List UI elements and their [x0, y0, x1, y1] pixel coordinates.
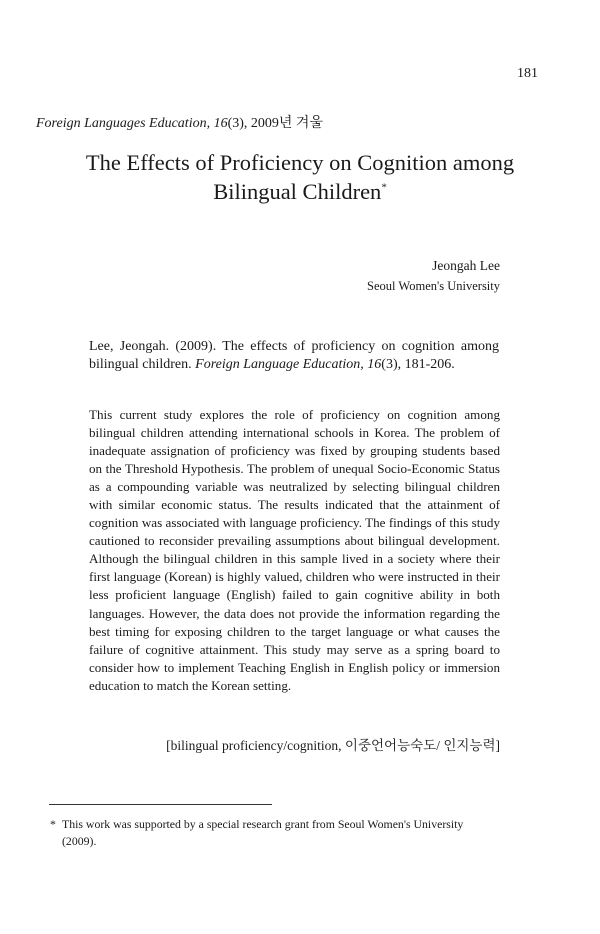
page-number: 181 — [517, 66, 538, 81]
title-line-1: The Effects of Proficiency on Cognition among — [85, 150, 515, 175]
footnote-mark: * — [50, 817, 56, 831]
journal-name: Foreign Languages Education, — [36, 116, 211, 131]
author-affiliation: Seoul Women's University — [367, 279, 500, 293]
footnote-divider — [49, 804, 272, 805]
title-line-2 — [40, 177, 560, 206]
keywords: [bilingual proficiency/cognition, 이중언어능숙도/ 인지능력] — [166, 738, 500, 753]
title-footnote-mark: * — [381, 181, 387, 194]
title-line-2-text: Bilingual Children — [213, 179, 382, 204]
paper-title — [40, 148, 560, 206]
journal-issue-year: (3), 2009년 겨울 — [227, 116, 323, 131]
citation-suffix: (3), 181-206. — [381, 357, 455, 372]
footnote — [50, 816, 540, 850]
citation — [89, 338, 499, 374]
citation-prefix: Lee, Jeongah. (2009). The effects of proficiency on cognition among bilingual children. — [89, 339, 499, 372]
abstract: This current study explores the role of proficiency on cognition among bilingual children attending international schools in Korea. The problem of inadequate assignation of proficiency was fixed by grouping students based on the Threshold Hypothesis. The problem of unequal Socio-Economic Status as a compounding variable was neutralized by selecting bilingual children with similar economic status. The results indicated that the attainment of cognition was associated with language proficiency. The findings of this study cautioned to reconsider prevailing assumptions about bilingual development. Although the bilingual children in this sample lived in a society where their first language (Korean) is highly valued, children who were instructed in their less proficient language (English) failed to gain cognitive ability in both languages. However, the data does not provide the information regarding the best timing for exposing children to the target language or what causes the failure of cognitive attainment. This study may serve as a spring board to consider how to implement Teaching English in English policy or immersion education to match the Korean setting. — [89, 407, 500, 693]
citation-volume: 16 — [367, 357, 382, 372]
footnote-line-1: This work was supported by a special research grant from Seoul Women's University — [62, 817, 464, 831]
citation-journal: Foreign Language Education, — [195, 357, 364, 372]
author-block — [367, 256, 500, 296]
footnote-line-2: (2009). — [62, 834, 97, 848]
author-name: Jeongah Lee — [432, 258, 500, 273]
journal-reference — [36, 112, 323, 132]
journal-volume: 16 — [213, 116, 228, 131]
